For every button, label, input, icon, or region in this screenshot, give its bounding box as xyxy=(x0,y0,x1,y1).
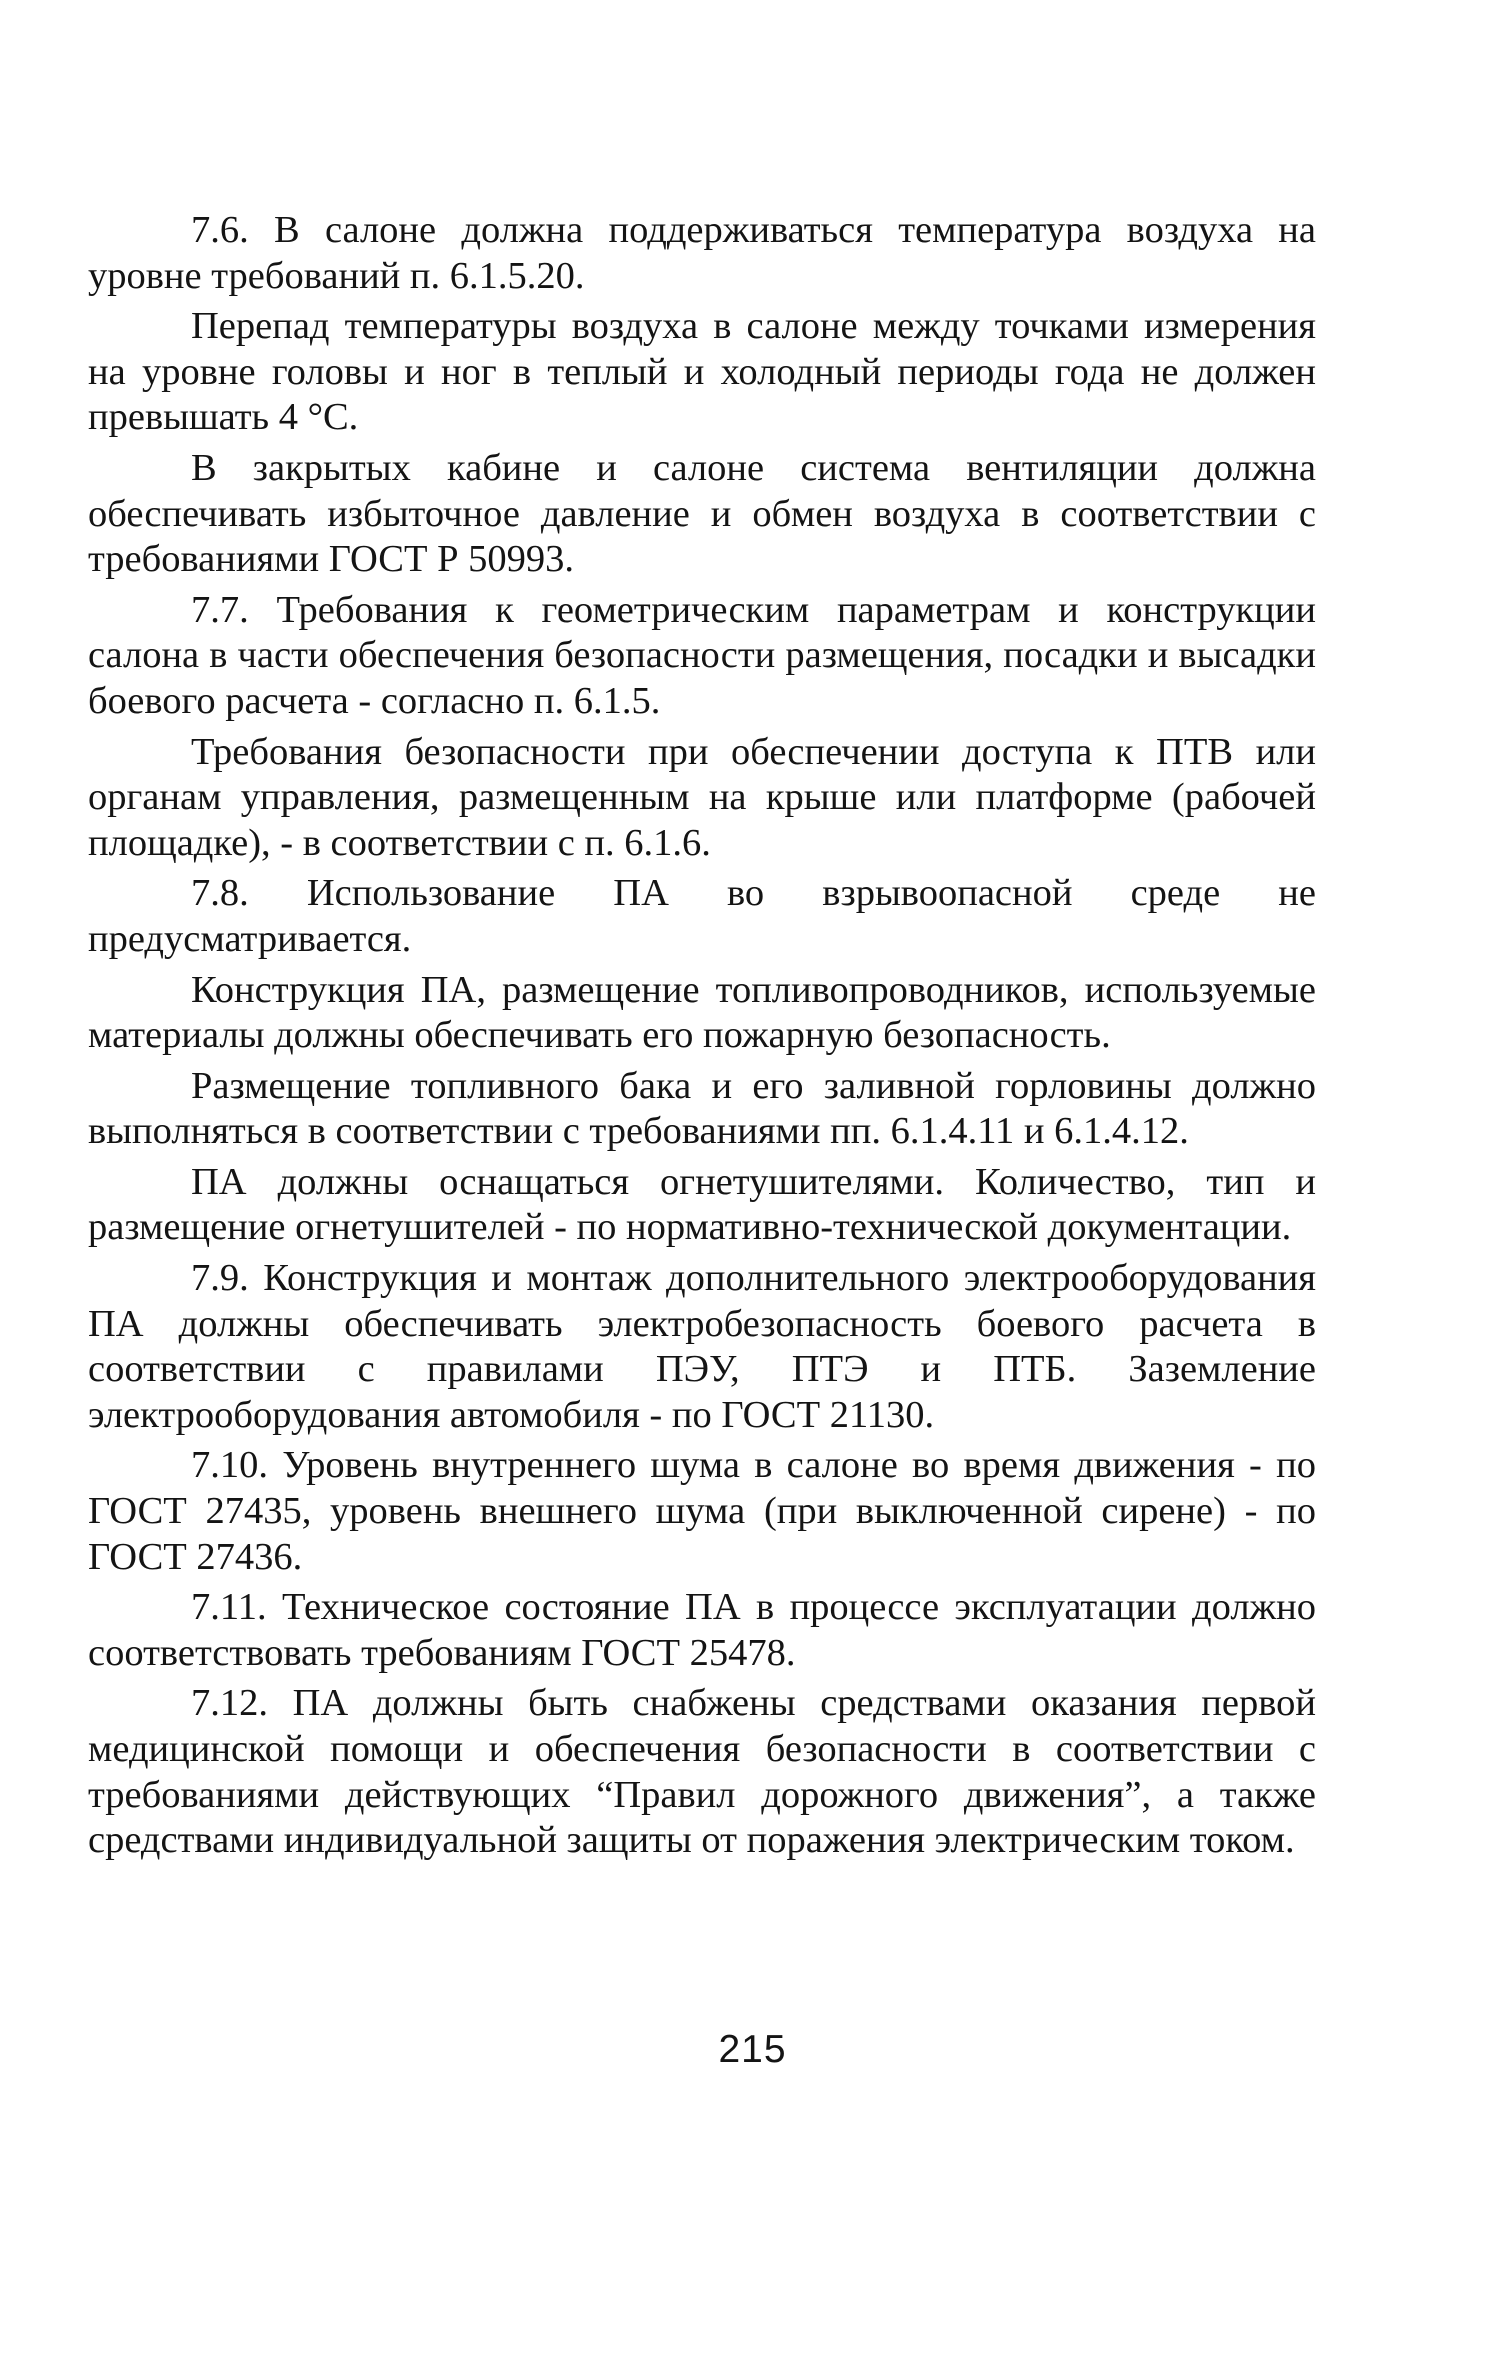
paragraph-7-11: 7.11. Техническое состояние ПА в процессе эксплуатации должно соответствовать требованиям ГОСТ 25478. xyxy=(88,1586,1316,1674)
paragraph-7-6: 7.6. В салоне должна поддерживаться температура воздуха на уровне требований п. 6.1.5.20. xyxy=(88,209,1316,297)
paragraph-7-12: 7.12. ПА должны быть снабжены средствами оказания первой медицинской помощи и обеспечения безопасности в соответствии с требованиями действующих “Правил дорожного движения”, а также средствами индивидуальной защиты от поражения электрическим током. xyxy=(88,1682,1316,1862)
paragraph-fire-safety: Конструкция ПА, размещение топливопроводников, используемые материалы должны обеспечивать его пожарную безопасность. xyxy=(88,968,1316,1057)
paragraph-7-8: 7.8. Использование ПА во взрывоопасной среде не предусматривается. xyxy=(88,872,1316,960)
paragraph-7-9: 7.9. Конструкция и монтаж дополнительного электрооборудования ПА должны обеспечивать электробезопасность боевого расчета в соответствии с правилами ПЭУ, ПТЭ и ПТБ. Заземление электрооборудования автомобиля - по ГОСТ 21130. xyxy=(88,1257,1316,1436)
paragraph-7-7: 7.7. Требования к геометрическим параметрам и конструкции салона в части обеспечения безопасности размещения, посадки и высадки боевого расчета - согласно п. 6.1.5. xyxy=(88,588,1316,722)
paragraph-fuel-tank: Размещение топливного бака и его заливной горловины должно выполняться в соответствии с требованиями пп. 6.1.4.11 и 6.1.4.12. xyxy=(88,1064,1316,1153)
paragraph-extinguishers: ПА должны оснащаться огнетушителями. Количество, тип и размещение огнетушителей - по нормативно-технической документации. xyxy=(88,1160,1316,1249)
body-text xyxy=(88,208,1316,1869)
paragraph-access-safety: Требования безопасности при обеспечении доступа к ПТВ или органам управления, размещенным на крыше или платформе (рабочей площадке), - в соответствии с п. 6.1.6. xyxy=(88,730,1316,864)
page-number: 215 xyxy=(718,2028,787,2071)
paragraph-7-10: 7.10. Уровень внутреннего шума в салоне во время движения - по ГОСТ 27435, уровень внешнего шума (при выключенной сирене) - по ГОСТ 27436. xyxy=(88,1444,1316,1578)
paragraph-temperature-difference: Перепад температуры воздуха в салоне между точками измерения на уровне головы и ног в теплый и холодный периоды года не должен превышать 4 °С. xyxy=(88,305,1316,439)
paragraph-ventilation: В закрытых кабине и салоне система вентиляции должна обеспечивать избыточное давление и обмен воздуха в соответствии с требованиями ГОСТ Р 50993. xyxy=(88,446,1316,581)
